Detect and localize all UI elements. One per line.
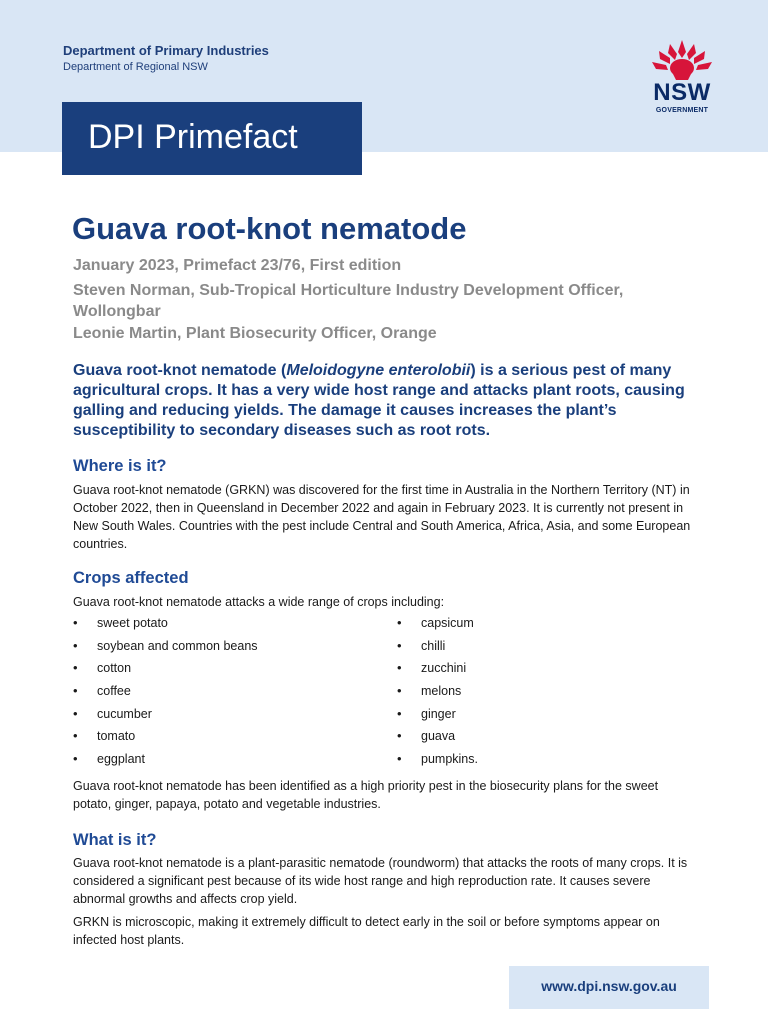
species-name: Meloidogyne enterolobii: [286, 362, 471, 379]
list-item: • guava: [397, 727, 647, 750]
crops-lead: Guava root-knot nematode attacks a wide range of crops including:: [73, 595, 445, 609]
list-item: • eggplant: [73, 750, 373, 773]
nsw-government-logo: [644, 38, 720, 116]
where-paragraph: Guava root-knot nematode (GRKN) was discovered for the first time in Australia in the Northern Territory (NT) in October 2022, then in Queensland in December 2022 and again in February 2023. It is currently not present in New South Wales. Countries with the pest include Central and South America, Africa, Asia, and some European countries.: [73, 483, 691, 551]
list-item: • zucchini: [397, 659, 647, 682]
list-item: • ginger: [397, 705, 647, 728]
government-wordmark: GOVERNMENT: [655, 107, 709, 114]
publication-info: January 2023, Primefact 23/76, First edition: [73, 257, 402, 274]
list-item: • chilli: [397, 637, 647, 660]
intro-text-end: ) is a serious pest of many agricultural crops. It has a very wide host range and attacks plant roots, causing galling and reducing yields. The damage it causes increases the plant’s susceptibility to secondary diseases such as root rots.: [73, 362, 685, 439]
list-item: • soybean and common beans: [73, 637, 373, 660]
list-item: • cotton: [73, 659, 373, 682]
department-name: Department of Primary Industries: [63, 43, 269, 58]
priority-pest-note: Guava root-knot nematode has been identified as a high priority pest in the biosecurity plans for the sweet potato, ginger, papaya, potato and vegetable industries.: [73, 779, 659, 811]
heading-where-is-it: Where is it?: [73, 457, 167, 475]
author-1-line-1: Steven Norman, Sub-Tropical Horticulture Industry Development Officer,: [73, 282, 624, 299]
heading-what-is-it: What is it?: [73, 831, 157, 849]
list-item: • pumpkins.: [397, 750, 647, 773]
website-url[interactable]: www.dpi.nsw.gov.au: [541, 978, 677, 994]
website-link-box[interactable]: [509, 966, 709, 1009]
list-item: • sweet potato: [73, 614, 373, 637]
crops-list-right: [397, 614, 647, 773]
waratah-icon: [648, 38, 716, 82]
crops-list-left: [73, 614, 373, 773]
author-2: Leonie Martin, Plant Biosecurity Officer, Orange: [73, 325, 437, 342]
what-paragraph-2: GRKN is microscopic, making it extremely difficult to detect early in the soil or before symptoms appear on infected host plants.: [73, 915, 660, 947]
list-item: • cucumber: [73, 705, 373, 728]
list-item: • coffee: [73, 682, 373, 705]
heading-crops-affected: Crops affected: [73, 569, 189, 587]
intro-summary: [73, 361, 693, 441]
page-title: Guava root-knot nematode: [72, 211, 467, 246]
department-subname: Department of Regional NSW: [63, 61, 208, 73]
nsw-wordmark: NSW: [653, 79, 711, 106]
intro-text-start: Guava root-knot nematode (: [73, 362, 287, 379]
banner-label: DPI Primefact: [88, 118, 298, 156]
list-item: • melons: [397, 682, 647, 705]
list-item: • tomato: [73, 727, 373, 750]
primefact-banner: [62, 102, 362, 175]
list-item: • capsicum: [397, 614, 647, 637]
author-1-line-2: Wollongbar: [73, 303, 161, 320]
what-paragraph-1: Guava root-knot nematode is a plant-parasitic nematode (roundworm) that attacks the roots of many crops. It is considered a significant pest because of its wide host range and high reproduction rate. It causes severe abnormal growths and affects crop yield.: [73, 856, 688, 906]
